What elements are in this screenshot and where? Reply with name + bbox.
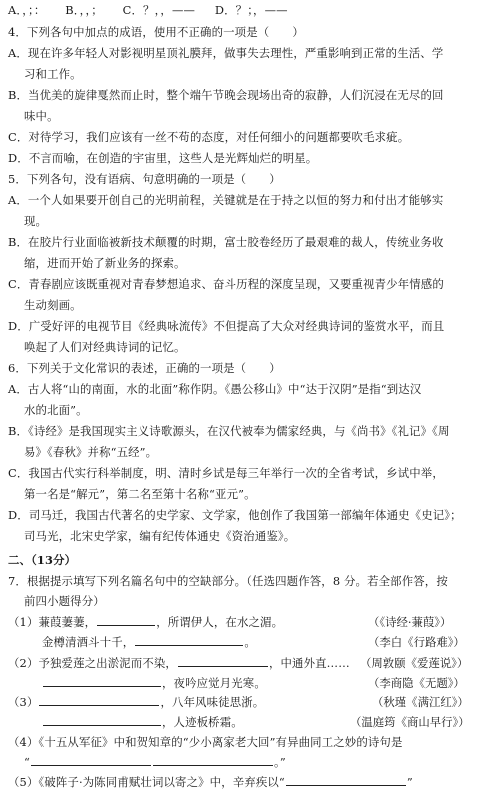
q6-stem: 6．下列关于文化常识的表述，正确的一项是（ ） [8, 361, 281, 375]
q5-option-d-cont: 唤起了人们对经典诗词的记忆。 [24, 340, 186, 354]
q4-option-c: C．对待学习，我们应该有一丝不苟的态度，对任何细小的问题都要吹毛求疵。 [8, 130, 410, 144]
q7-item-3: （3） ，八年风味徒思浙。 [8, 695, 265, 709]
q5-option-a: A．一个人如果要开创自己的光明前程，关键就是在于持之以恒的努力和付出才能够实 [8, 193, 444, 207]
q5-option-d: D．广受好评的电视节目《经典咏流传》不但提高了大众对经典诗词的鉴赏水平，而且 [8, 319, 445, 333]
answer-blank[interactable] [153, 755, 273, 766]
q4-option-a: A．现在许多年轻人对影视明星顶礼膜拜，做事失去理性，严重影响到正常的生活、学 [8, 46, 444, 60]
answer-blank[interactable] [43, 676, 161, 687]
q5-option-b: B．在胶片行业面临被新技术颠覆的时期，富士胶卷经历了最艰难的裁人，传统业务收 [8, 235, 444, 249]
q7-item-1: （1）蒹葭萋萋， ，所谓伊人，在水之湄。 [8, 615, 284, 629]
q6-option-d-cont: 司马光，北宋史学家，编有纪传体通史《资治通鉴》。 [24, 529, 296, 543]
q7-item-2: （2）予独爱莲之出淤泥而不染， ，中通外直…… [8, 656, 350, 670]
previous-question-options [8, 2, 288, 18]
q4-option-b-cont: 味中。 [24, 109, 59, 123]
q7-item-1-line2: 金樽清酒斗十千， 。 [42, 635, 256, 649]
q7-item-3-line2: ，人迹板桥霜。 [42, 714, 243, 730]
option-c: C．？，，—— [122, 3, 196, 17]
answer-blank[interactable] [97, 615, 155, 626]
q7-item-3-source2: （温庭筠《商山早行》） [350, 715, 470, 729]
q6-option-d: D．司马迁，我国古代著名的史学家、文学家，他创作了我国第一部编年体通史《史记》； [8, 508, 462, 522]
answer-blank[interactable] [178, 656, 268, 667]
q4-stem: 4．下列各句中加点的成语，使用不正确的一项是（ ） [8, 25, 304, 39]
q7-stem-cont: 前四小题得分） [24, 594, 105, 608]
q6-option-b-cont: 易》《春秋》并称“五经”。 [24, 445, 158, 459]
q5-option-b-cont: 缩，进而开始了新业务的探索。 [24, 256, 186, 270]
q6-option-b: B．《诗经》是我国现实主义诗歌源头，在汉代被奉为儒家经典，与《尚书》《礼记》《周 [8, 424, 450, 438]
answer-blank[interactable] [135, 635, 243, 646]
q5-option-c: C．青春剧应该既重视对青春梦想追求、奋斗历程的深度呈现，又要重视青少年情感的 [8, 277, 444, 291]
q7-item-5: （5）《破阵子·为陈同甫赋壮词以寄之》中，辛弃疾以“ ” [8, 775, 413, 789]
q4-option-a-cont: 习和工作。 [24, 67, 82, 81]
q6-option-c: C．我国古代实行科举制度，明、清时乡试是每三年举行一次的全省考试，乡试中举， [8, 466, 444, 480]
q7-item-1-source2: （李白《行路难》） [368, 635, 465, 649]
answer-blank[interactable] [39, 695, 159, 706]
q7-item-2-line2: ，夜吟应觉月光寒。 [42, 675, 266, 691]
q5-option-c-cont: 生动刻画。 [24, 298, 82, 312]
option-a: A．，；： [8, 3, 46, 17]
q6-option-c-cont: 第一名是“解元”，第二名至第十名称“亚元”。 [24, 487, 256, 501]
q7-item-2-source: （周敦颐《爱莲说》） [360, 656, 469, 670]
q7-item-4-line2: “ 。” [24, 755, 286, 769]
q7-item-4: （4）《十五从军征》中和贺知章的“少小离家老大回”有异曲同工之妙的诗句是 [8, 735, 403, 749]
q7-stem: 7．根据提示填写下列名篇名句中的空缺部分。（任选四题作答，8 分。若全部作答，按 [8, 574, 448, 588]
q7-item-3-source: （秋瑾《满江红》） [372, 695, 469, 709]
q7-item-1-source: （《诗经·蒹葭》） [368, 615, 452, 629]
answer-blank[interactable] [286, 775, 406, 786]
q6-option-a: A．古人将“山的南面，水的北面”称作阴。《愚公移山》中“达于汉阴”是指“到达汉 [8, 382, 422, 396]
option-b: B．，，； [65, 3, 103, 17]
q4-option-b: B．当优美的旋律戛然而止时，整个端午节晚会现场出奇的寂静，人们沉浸在无尽的回 [8, 88, 444, 102]
q7-item-2-source2: （李商隐《无题》） [368, 676, 465, 690]
q4-option-d: D．不言而喻，在创造的宇宙里，这些人是光辉灿烂的明星。 [8, 151, 318, 165]
answer-blank[interactable] [43, 715, 161, 726]
q6-option-a-cont: 水的北面”。 [24, 403, 88, 417]
q5-option-a-cont: 现。 [24, 214, 48, 228]
q5-stem: 5．下列各句，没有语病、句意明确的一项是（ ） [8, 172, 281, 186]
section-heading: 二、（13分） [8, 553, 77, 567]
option-d: D．？；，—— [214, 3, 288, 17]
answer-blank[interactable] [31, 755, 151, 766]
